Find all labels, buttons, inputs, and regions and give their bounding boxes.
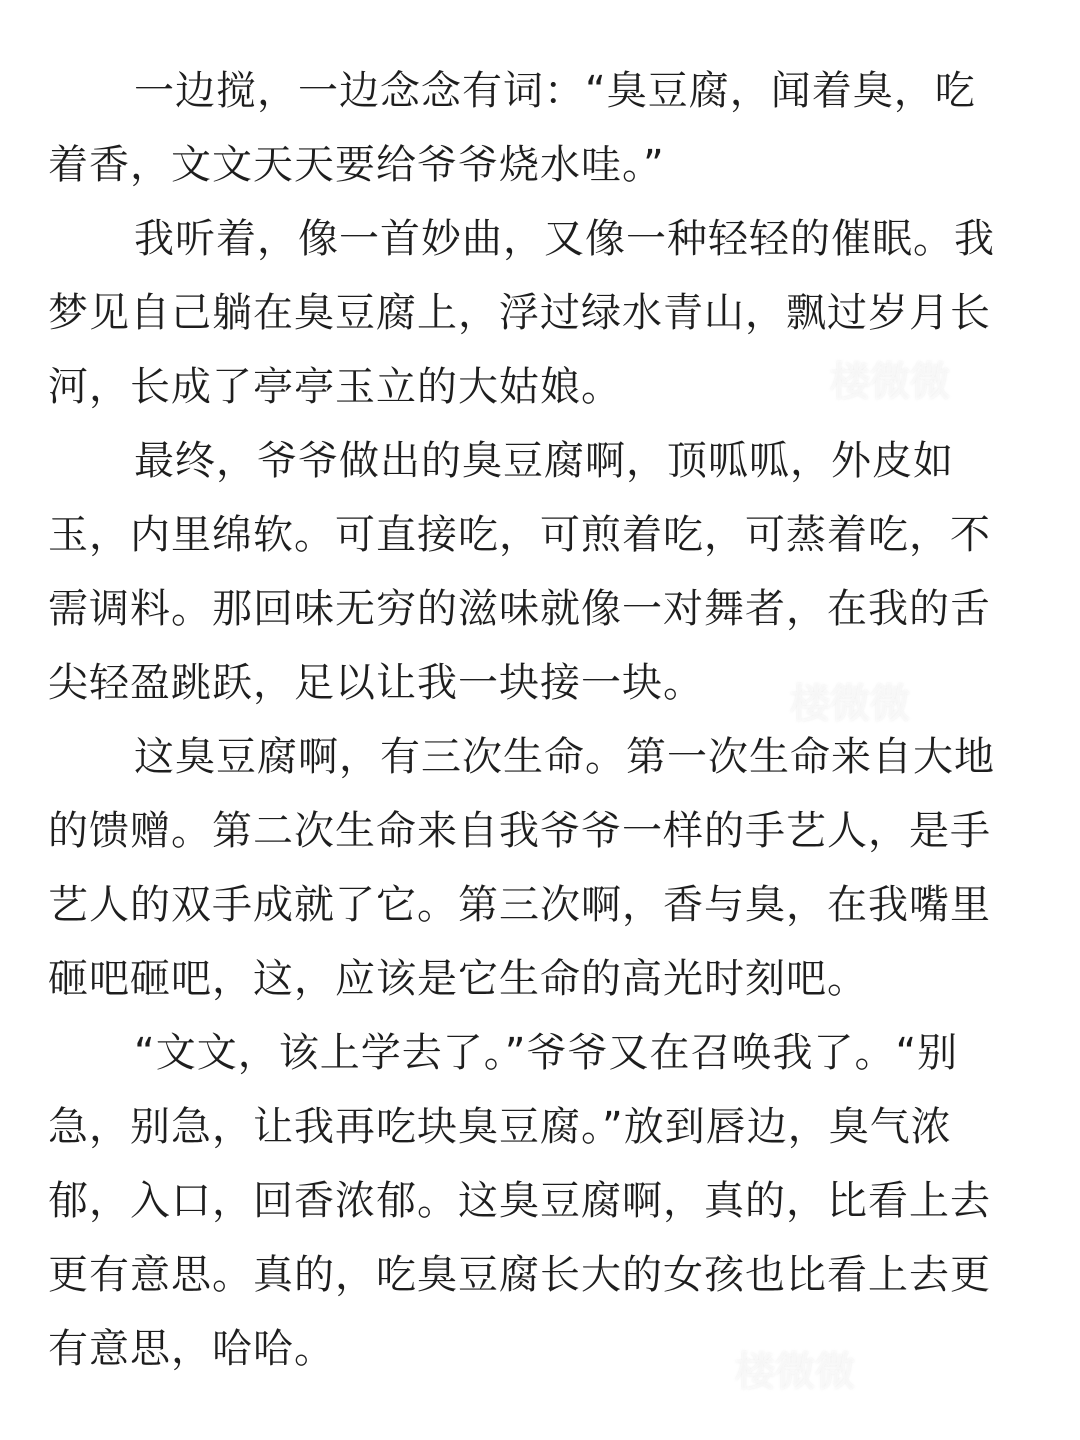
paragraph-5 — [48, 1016, 1038, 1386]
text-line: 我听着，像一首妙曲，又像一种轻轻的催眠。我 — [134, 216, 995, 262]
paragraph-3 — [48, 424, 1038, 720]
text-line: “文文，该上学去了。”爷爷又在召唤我了。“别 — [134, 1030, 959, 1076]
text-line: 的馈赠。第二次生命来自我爷爷一样的手艺人，是手 — [48, 808, 991, 854]
text-line: 着香，文文天天要给爷爷烧水哇。” — [48, 142, 665, 188]
watermark: 楼微微 — [830, 359, 950, 405]
text-line: 河，长成了亭亭玉立的大姑娘。 — [48, 364, 622, 410]
watermark: 楼微微 — [735, 1349, 855, 1395]
paragraph-1 — [48, 54, 1038, 202]
text-line: 需调料。那回味无穷的滋味就像一对舞者，在我的舌 — [48, 586, 991, 632]
text-line: 急，别急，让我再吃块臭豆腐。”放到唇边，臭气浓 — [48, 1104, 952, 1150]
text-line: 艺人的双手成就了它。第三次啊，香与臭，在我嘴里 — [48, 882, 991, 928]
paragraph-2 — [48, 202, 1038, 424]
watermark: 楼微微 — [790, 681, 910, 727]
text-line: 这臭豆腐啊，有三次生命。第一次生命来自大地 — [134, 734, 995, 780]
text-line: 郁，入口，回香浓郁。这臭豆腐啊，真的，比看上去 — [48, 1178, 991, 1224]
text-line: 砸吧砸吧，这，应该是它生命的高光时刻吧。 — [48, 956, 868, 1002]
text-line: 梦见自己躺在臭豆腐上，浮过绿水青山，飘过岁月长 — [48, 290, 991, 336]
article-body — [48, 54, 1038, 1386]
text-line: 尖轻盈跳跃，足以让我一块接一块。 — [48, 660, 704, 706]
text-line: 有意思，哈哈。 — [48, 1326, 335, 1372]
text-line: 更有意思。真的，吃臭豆腐长大的女孩也比看上去更 — [48, 1252, 991, 1298]
text-line: 玉，内里绵软。可直接吃，可煎着吃，可蒸着吃，不 — [48, 512, 991, 558]
text-line: 一边搅，一边念念有词：“臭豆腐，闻着臭，吃 — [134, 68, 976, 114]
text-line: 最终，爷爷做出的臭豆腐啊，顶呱呱，外皮如 — [134, 438, 954, 484]
paragraph-4 — [48, 720, 1038, 1016]
